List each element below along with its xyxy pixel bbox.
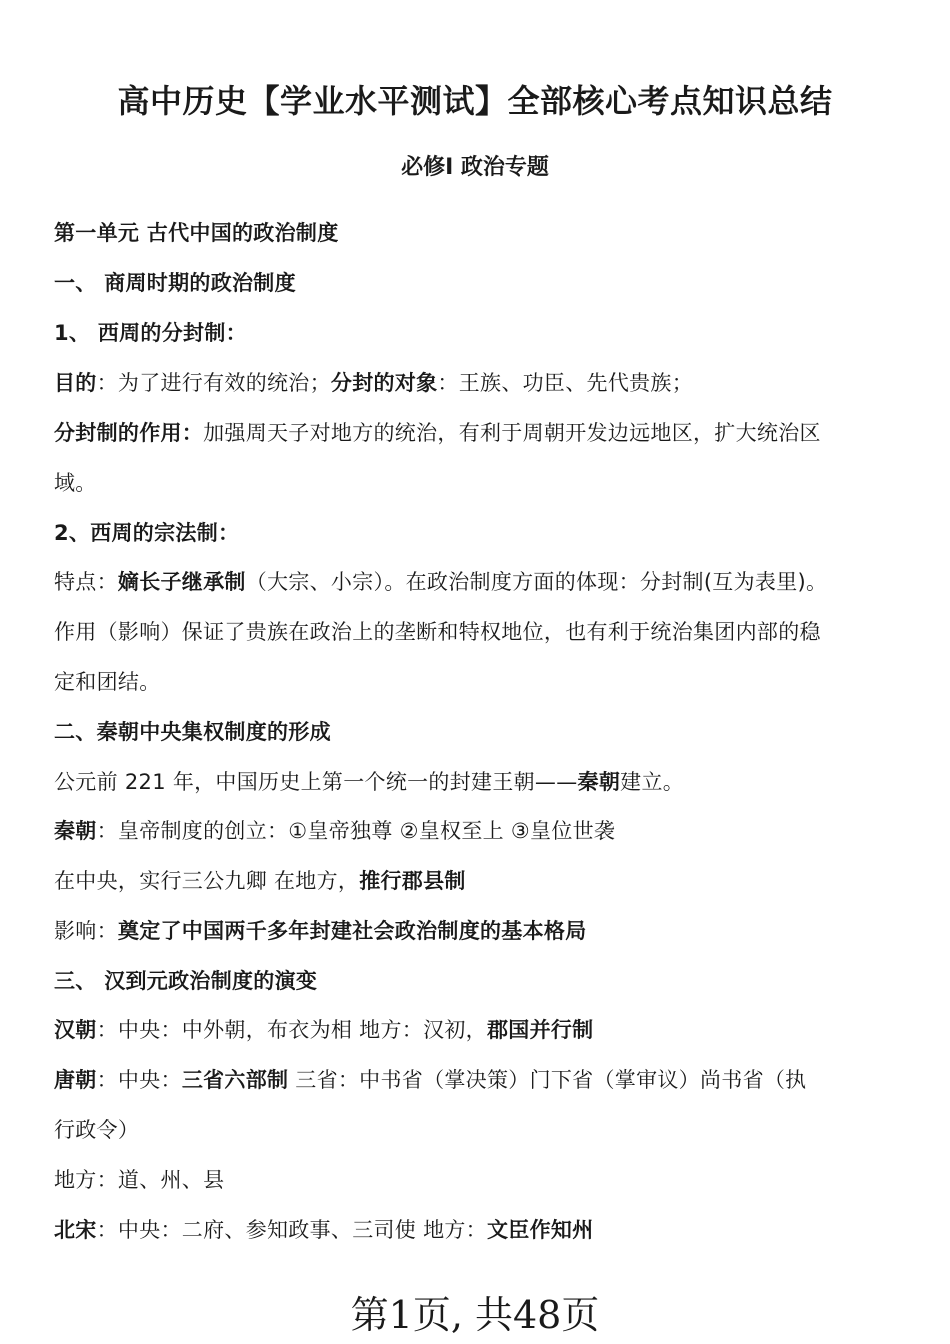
bold-text-run: 分封制的作用： <box>54 421 204 445</box>
bold-text-run: 三省六部制 <box>181 1068 289 1092</box>
page-number-footer: 第1页, 共48页 <box>350 1293 600 1337</box>
bold-text-run: 文臣作知州 <box>486 1218 594 1242</box>
text-run: ：王族、功臣、先代贵族； <box>437 371 694 395</box>
bold-text-run: 推行郡县制 <box>359 869 466 893</box>
text-line <box>54 368 904 398</box>
text-line <box>54 1165 904 1195</box>
text-line <box>54 717 904 747</box>
bold-text-run: 郡国并行制 <box>486 1018 594 1042</box>
bold-text-run: 汉朝 <box>54 1018 97 1042</box>
bold-text-run: 1、 西周的分封制： <box>54 321 247 345</box>
text-line <box>54 617 904 647</box>
text-run: （大宗、小宗）。在政治制度方面的体现：分封制(互为表里)。 <box>245 570 828 594</box>
bold-text-run: 三、 汉到元政治制度的演变 <box>54 969 318 993</box>
bold-text-run: 唐朝 <box>54 1068 97 1092</box>
text-run: 域。 <box>54 471 97 495</box>
text-run: ：中央： <box>96 1068 182 1092</box>
text-line <box>54 767 904 797</box>
text-run: 作用（影响）保证了贵族在政治上的垄断和特权地位，也有利于统治集团内部的稳 <box>54 620 821 644</box>
text-run: 加强周天子对地方的统治，有利于周朝开发边远地区，扩大统治区 <box>203 421 821 445</box>
text-line <box>54 418 904 448</box>
bold-text-run: 秦朝 <box>54 819 97 843</box>
text-line <box>54 567 904 597</box>
bold-text-run: 北宋 <box>54 1218 97 1242</box>
bold-text-run: 秦朝 <box>577 770 621 794</box>
document-subtitle: 必修Ⅰ 政治专题 <box>401 155 549 180</box>
text-line <box>54 966 904 996</box>
text-line <box>54 1215 904 1245</box>
text-line <box>54 866 904 896</box>
document-title: 高中历史【学业水平测试】全部核心考点知识总结 <box>117 82 833 120</box>
bold-text-run: 第一单元 古代中国的政治制度 <box>54 221 339 245</box>
text-run: ：中央：二府、参知政事、三司使 地方： <box>96 1218 487 1242</box>
text-run: 公元前 221 年，中国历史上第一个统一的封建王朝—— <box>54 770 578 794</box>
text-run: 特点： <box>54 570 118 594</box>
bold-text-run: 奠定了中国两千多年封建社会政治制度的基本格局 <box>117 919 587 943</box>
text-run: 行政令） <box>54 1118 140 1142</box>
bold-text-run: 一、 商周时期的政治制度 <box>54 271 296 295</box>
text-line <box>54 1065 904 1095</box>
text-run: 建立。 <box>620 770 685 794</box>
text-run: ：皇帝制度的创立：①皇帝独尊 ②皇权至上 ③皇位世袭 <box>96 819 616 843</box>
text-line <box>54 816 904 846</box>
text-line <box>54 667 904 697</box>
bold-text-run: 分封的对象 <box>330 371 438 395</box>
bold-text-run: 目的 <box>54 371 97 395</box>
text-line <box>54 318 904 348</box>
bold-text-run: 二、秦朝中央集权制度的形成 <box>54 720 331 744</box>
bold-text-run: 2、西周的宗法制： <box>54 521 240 545</box>
text-line <box>54 1015 904 1045</box>
text-run: 定和团结。 <box>54 670 161 694</box>
text-line <box>54 218 904 248</box>
text-line <box>54 468 904 498</box>
text-run: 三省：中书省（掌决策）门下省（掌审议）尚书省（执 <box>288 1068 807 1092</box>
text-run: 影响： <box>54 919 118 943</box>
text-line <box>54 268 904 298</box>
text-run: ：为了进行有效的统治； <box>96 371 331 395</box>
text-run: ：中央：中外朝，布衣为相 地方：汉初， <box>96 1018 487 1042</box>
bold-text-run: 嫡长子继承制 <box>117 570 246 594</box>
text-run: 地方：道、州、县 <box>54 1168 225 1192</box>
text-line <box>54 916 904 946</box>
text-run: 在中央，实行三公九卿 在地方， <box>54 869 360 893</box>
text-line <box>54 518 904 548</box>
text-line <box>54 1115 904 1145</box>
